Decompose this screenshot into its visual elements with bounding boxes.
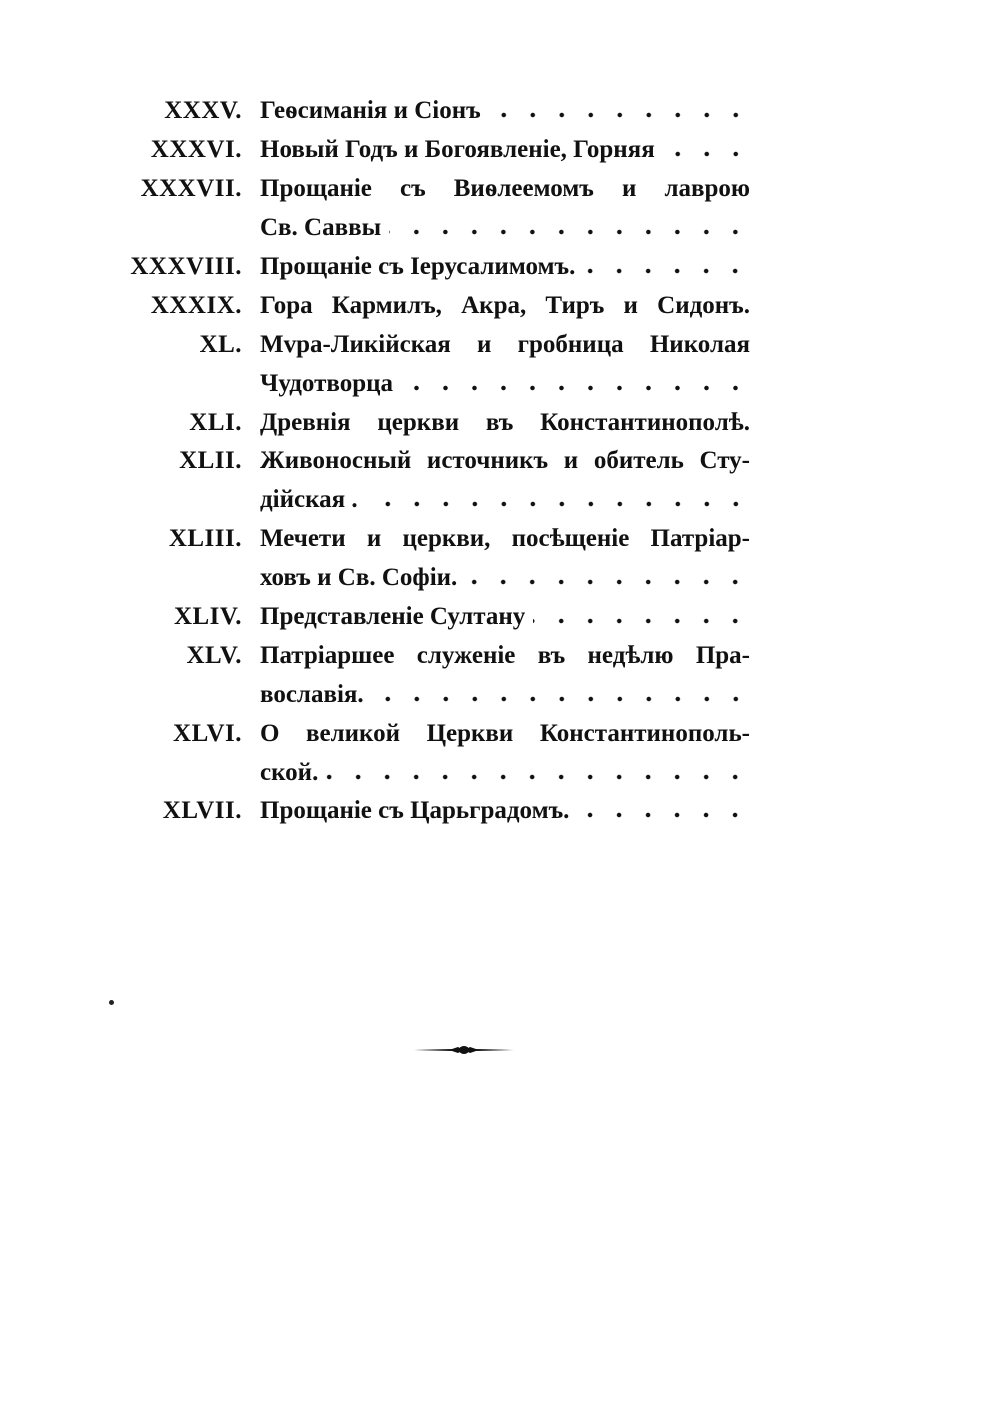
chapter-title: Мечети и церкви, посѣщеніе Патріар- [260,525,750,553]
chapter-title: Мvра-Ликійская и гробница Николая [260,330,750,358]
ornament-divider [414,1044,514,1056]
toc-entry-line [110,714,750,753]
chapter-title-wrap [260,642,750,670]
chapter-title-wrap [260,370,750,398]
chapter-title-wrap [260,603,750,631]
chapter-title-wrap [260,486,750,514]
chapter-number: XXXIX. [150,291,242,319]
toc-entry-line [110,442,750,481]
chapter-title: Гора Кармилъ, Акра, Тиръ и Сидонъ. [260,291,750,319]
leader-dots [326,772,750,782]
chapter-title-wrap [260,331,750,359]
chapter-title-wrap [260,409,750,437]
chapter-title-wrap [260,797,750,825]
chapter-number: XXXV. [164,97,242,125]
ink-speck [109,1000,114,1005]
chapter-number: XL. [199,330,242,358]
toc-entry-line [110,598,750,637]
toc-entry-line [110,248,750,287]
chapter-title: Новый Годъ и Богоявленіе, Горняя [260,136,655,164]
toc-entry-line [110,131,750,170]
chapter-title-wrap [260,564,750,592]
toc-entry-line [110,753,750,792]
leader-dots [583,266,750,276]
leader-dots [366,499,750,509]
chapter-title: О великой Церкви Константинополь- [260,719,750,747]
toc-entry-line [110,481,750,520]
leader-dots [663,149,750,159]
chapter-title-wrap [260,759,750,787]
chapter-title: Прощаніе съ Іерусалимомъ. [260,253,576,280]
chapter-title: вославія. [260,680,364,708]
toc-entry-line [110,403,750,442]
chapter-number: XXXVI. [150,136,242,164]
chapter-title-wrap [260,720,750,748]
toc-entry-line [110,559,750,598]
chapter-title: Чудотворца [260,369,394,397]
chapter-number: XLIII. [168,525,242,553]
leader-dots [489,110,750,120]
toc-entry-line [110,170,750,209]
chapter-title-wrap [260,525,750,553]
chapter-number: XLVI. [173,719,242,747]
chapter-title: Геѳсиманія и Сіонъ [260,97,481,125]
chapter-number: XLIV. [173,603,242,631]
chapter-title-wrap [260,136,750,164]
chapter-title-wrap [260,214,750,242]
toc-entry-line [110,286,750,325]
leader-dots [401,383,750,393]
leader-dots [389,227,750,237]
chapter-number: XXXVII. [140,175,242,203]
leader-dots [533,616,750,626]
chapter-title: ской. [260,758,319,786]
chapter-title: Прощаніе съ Царьградомъ. [260,797,570,825]
chapter-number: XLV. [186,641,242,669]
chapter-number: XXXVIII. [130,253,242,280]
chapter-title: Св. Саввы [260,214,382,242]
chapter-title: Прощаніе съ Виѳлеемомъ и лаврою [260,175,750,203]
chapter-number: XLI. [189,408,242,436]
toc-entry-line [110,209,750,248]
chapter-title: Патріаршее служеніе въ недѣлю Пра- [260,641,750,669]
chapter-title-wrap [260,97,750,125]
chapter-title: ховъ и Св. Софіи. [260,564,458,592]
toc-entry-line [110,792,750,831]
toc-entry-line [110,636,750,675]
toc-entry-line [110,675,750,714]
toc-entry-line [110,325,750,364]
table-of-contents [110,92,750,831]
chapter-title: Древнія церкви въ Константинополѣ. [260,408,750,436]
chapter-title-wrap [260,681,750,709]
toc-entry-line [110,364,750,403]
chapter-number: XLVII. [162,797,242,825]
chapter-title: Живоносный источникъ и обитель Сту- [260,447,750,475]
leader-dots [577,810,750,820]
chapter-number: XLII. [179,447,242,475]
toc-entry-line [110,520,750,559]
leader-dots [372,694,750,704]
chapter-title: дійская . [260,486,358,514]
toc-entry-line [110,92,750,131]
chapter-title-wrap [260,253,750,281]
chapter-title: Представленіе Султану [260,603,526,631]
leader-dots [465,577,750,587]
chapter-title-wrap [260,175,750,203]
chapter-title-wrap [260,447,750,475]
chapter-title-wrap [260,292,750,320]
